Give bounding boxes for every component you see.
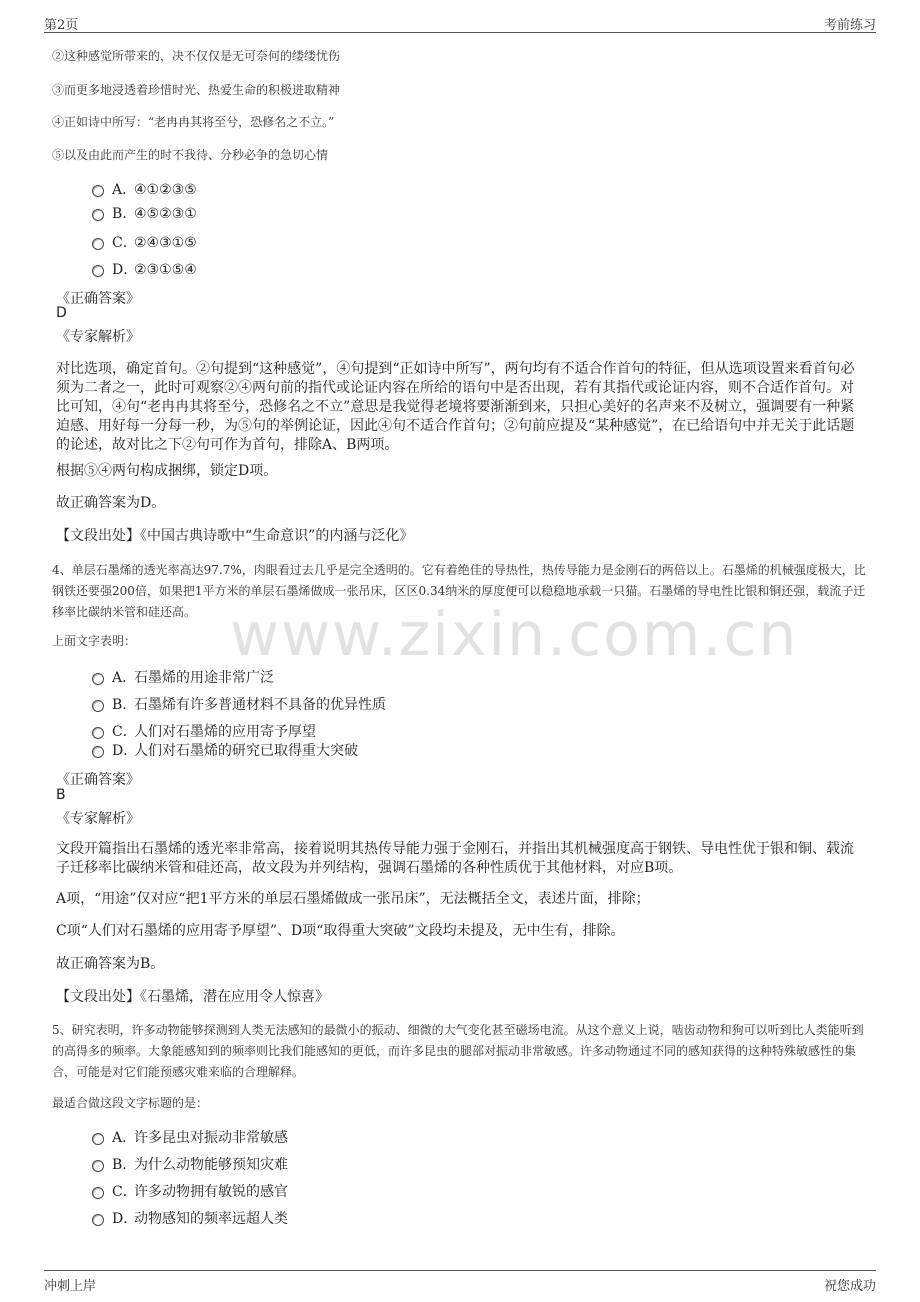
radio-icon[interactable] [92, 1160, 104, 1172]
watermark: www.zixin.com.cn [230, 600, 799, 670]
question-prompt: 最适合做这段文字标题的是： [52, 1096, 209, 1110]
answer-value: B [56, 787, 66, 803]
radio-icon[interactable] [92, 1133, 104, 1145]
option-a[interactable]: A．④①②③⑤ [92, 179, 197, 199]
statement-item: ⑤以及由此而产生的时不我待、分秒必争的急切心情 [52, 148, 329, 162]
option-b[interactable]: B. ④⑤②③① [92, 206, 197, 226]
source-citation: 【文段出处】《中国古典诗歌中“生命意识”的内涵与泛化》 [56, 528, 414, 544]
option-c[interactable]: C．②④③①⑤ [92, 232, 197, 252]
page-footer [44, 1270, 876, 1293]
footer-left-text: 冲刺上岸 [44, 1279, 97, 1294]
radio-icon[interactable] [92, 746, 104, 758]
radio-icon[interactable] [92, 673, 104, 685]
analysis-paragraph: A项，“用途”仅对应“把1平方米的单层石墨烯做成一张吊床”，无法概括全文，表述片面，排除； [56, 891, 650, 907]
option-text: 人们对石墨烯的应用寄予厚望 [134, 724, 316, 740]
option-d[interactable]: D．②③①⑤④ [92, 259, 197, 279]
radio-icon[interactable] [92, 1214, 104, 1226]
option-text: ②④③①⑤ [134, 235, 197, 251]
question-stem: 4、单层石墨烯的透光率高达97.7%，肉眼看过去几乎是完全透明的。它有着绝佳的导热性，热传导能力是金刚石的两倍以上。石墨烯的机械强度极大，比钢铁还要强200倍，如果把1平方米的单层石墨烯做成一张吊床，区区0.34纳米的厚度便可以稳稳地承载一只猫。石墨烯的导电性比银和铜还强，载流子迁移率比碳纳米管和硅还高。 [52, 563, 866, 619]
option-d[interactable]: D．人们对石墨烯的研究已取得重大突破 [92, 740, 358, 760]
radio-icon[interactable] [92, 209, 104, 221]
header-title: 考前练习 [823, 18, 876, 33]
radio-icon[interactable] [92, 265, 104, 277]
option-text: 石墨烯有许多普通材料不具备的优异性质 [134, 697, 386, 713]
analysis-paragraph: 故正确答案为D。 [56, 495, 166, 511]
statement-item: ④正如诗中所写：“老冉冉其将至兮，恐修名之不立。” [52, 115, 335, 129]
answer-label: 《正确答案》 [56, 772, 140, 788]
option-text: ④⑤②③① [134, 206, 197, 222]
analysis-paragraph: C项“人们对石墨烯的应用寄予厚望”、D项“取得重大突破”文段均未提及，无中生有，排除。 [56, 923, 625, 939]
option-a[interactable]: A．石墨烯的用途非常广泛 [92, 667, 274, 687]
radio-icon[interactable] [92, 185, 104, 197]
radio-icon[interactable] [92, 1187, 104, 1199]
option-a[interactable]: A．许多昆虫对振动非常敏感 [92, 1127, 288, 1147]
option-c[interactable]: C．人们对石墨烯的应用寄予厚望 [92, 721, 316, 741]
analysis-paragraph: 对比选项，确定首句。②句提到“这种感觉”，④句提到“正如诗中所写”，两句均有不适合作首句的特征，但从选项设置来看首句必须为二者之一，此时可观察②④两句前的指代或论证内容在所给的语句中是否出现，若有其指代或论证内容，则不合适作首句。对比可知，④句“老冉冉其将至兮，恐修名之不立”意思是我觉得老境将要渐渐到来，只担心美好的名声来不及树立，强调要有一种紧迫感、用好每一分每一秒，为⑤句的举例论证，因此④句不适合作首句；②句前应提及“某种感觉”，在已给语句中并无关于此话题的论述，故对比之下②句可作为首句，排除A、B两项。 [56, 361, 855, 453]
radio-icon[interactable] [92, 238, 104, 250]
question-prompt: 上面文字表明： [52, 634, 137, 648]
radio-icon[interactable] [92, 727, 104, 739]
source-citation: 【文段出处】《石墨烯，潜在应用令人惊喜》 [56, 989, 329, 1005]
analysis-label: 《专家解析》 [56, 329, 140, 345]
radio-icon[interactable] [92, 700, 104, 712]
option-b[interactable]: B. 为什么动物能够预知灾难 [92, 1154, 288, 1174]
option-text: 人们对石墨烯的研究已取得重大突破 [134, 743, 358, 759]
option-c[interactable]: C．许多动物拥有敏锐的感官 [92, 1181, 288, 1201]
option-text: ②③①⑤④ [134, 262, 197, 278]
question-stem: 5、研究表明，许多动物能够探测到人类无法感知的最微小的振动、细微的大气变化甚至磁场电流。从这个意义上说，啮齿动物和狗可以听到比人类能听到的高得多的频率。大象能感知到的频率则比我们能感知的更低，而许多昆虫的腿部对振动非常敏感。许多动物通过不同的感知获得的这种特殊敏感性的集合，可能是对它们能预感灾难来临的合理解释。 [52, 1023, 864, 1079]
analysis-paragraph: 根据⑤④两句构成捆绑，锁定D项。 [56, 463, 278, 479]
option-text: 动物感知的频率远超人类 [134, 1211, 288, 1227]
analysis-paragraph: 故正确答案为B。 [56, 956, 165, 972]
option-text: ④①②③⑤ [134, 182, 197, 198]
analysis-paragraph: 文段开篇指出石墨烯的透光率非常高，接着说明其热传导能力强于金刚石，并指出其机械强度高于钢铁、导电性优于银和铜、载流子迁移率比碳纳米管和硅还高，故文段为并列结构，强调石墨烯的各种性质优于其他材料，对应B项。 [56, 841, 854, 876]
statement-item: ③而更多地浸透着珍惜时光、热爱生命的积极进取精神 [52, 83, 341, 97]
answer-value: D [56, 305, 67, 321]
option-d[interactable]: D．动物感知的频率远超人类 [92, 1208, 288, 1228]
page-header [44, 12, 876, 33]
option-text: 许多昆虫对振动非常敏感 [134, 1130, 288, 1146]
page-number-label: 第2页 [44, 18, 79, 33]
answer-label: 《正确答案》 [56, 291, 140, 307]
footer-right-text: 祝您成功 [823, 1279, 876, 1294]
option-text: 石墨烯的用途非常广泛 [134, 670, 274, 686]
analysis-label: 《专家解析》 [56, 811, 140, 827]
option-text: 为什么动物能够预知灾难 [134, 1157, 288, 1173]
statement-item: ②这种感觉所带来的，决不仅仅是无可奈何的缕缕忧伤 [52, 49, 341, 63]
option-b[interactable]: B. 石墨烯有许多普通材料不具备的优异性质 [92, 694, 386, 714]
option-text: 许多动物拥有敏锐的感官 [134, 1184, 288, 1200]
